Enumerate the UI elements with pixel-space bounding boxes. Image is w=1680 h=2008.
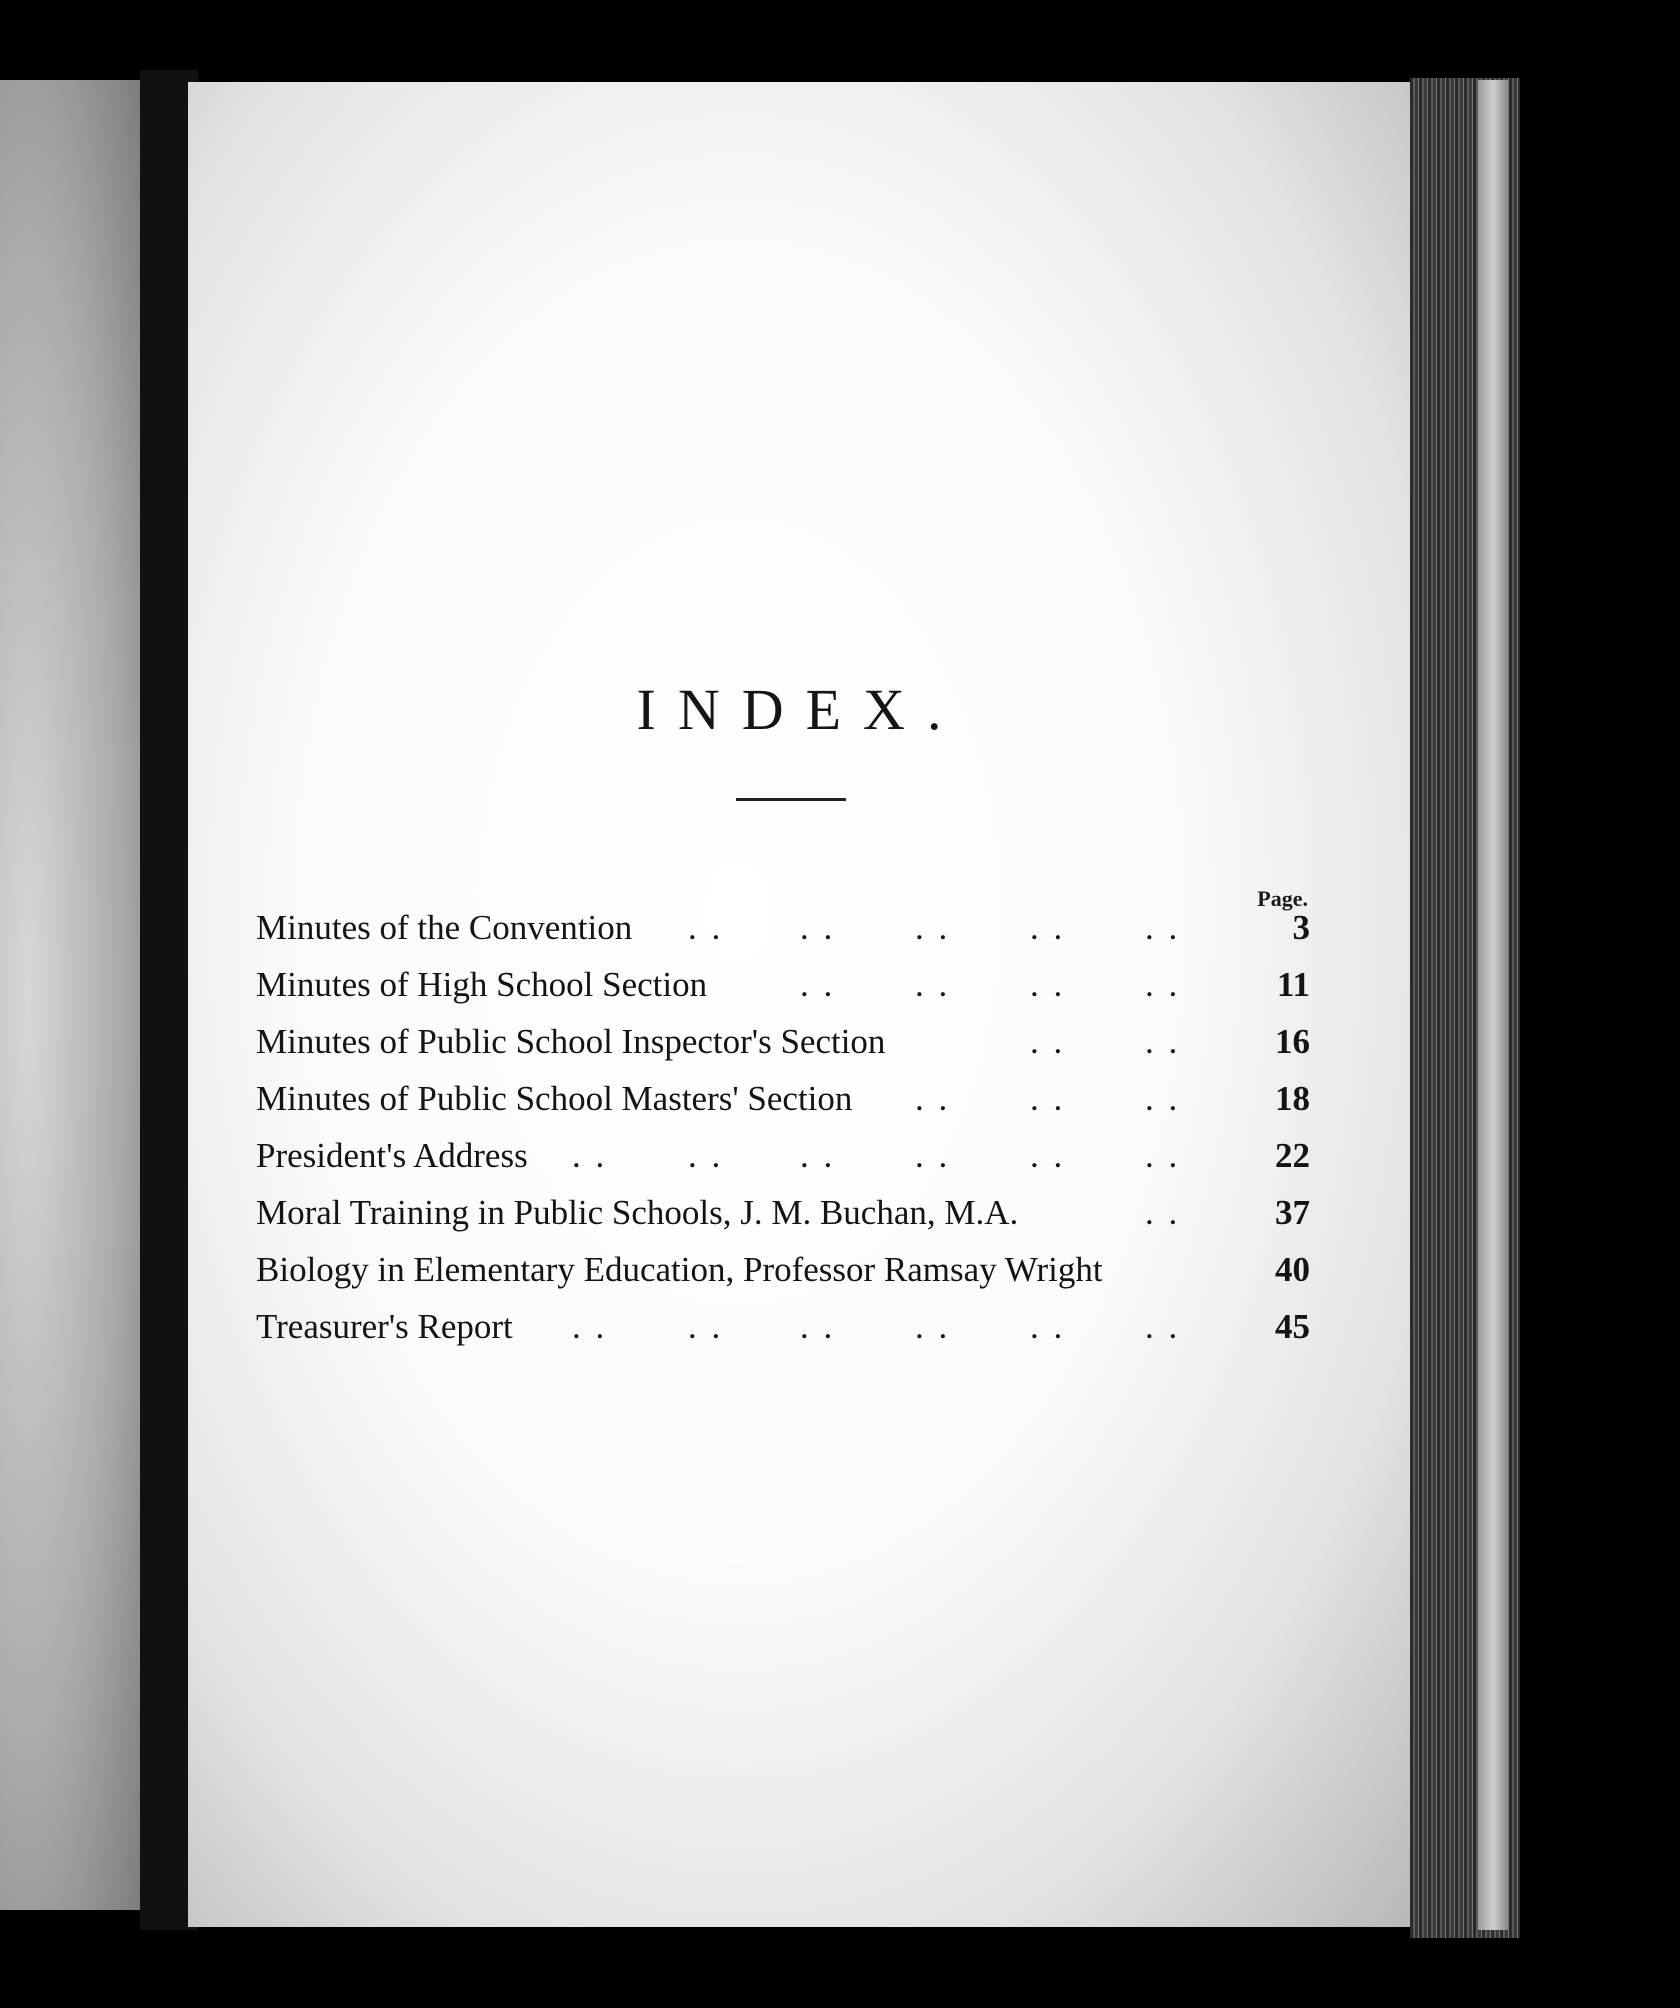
dot-leader: . . xyxy=(688,1136,724,1175)
page-column-label: Page. xyxy=(1257,886,1308,911)
dot-leader: . . xyxy=(1030,1136,1066,1175)
dot-leader: . . xyxy=(915,965,951,1004)
index-entry xyxy=(256,1079,1310,1136)
dot-leader: . . xyxy=(1030,1307,1066,1346)
entry-title: Biology in Elementary Education, Professor Ramsay Wright xyxy=(256,1250,1103,1289)
dot-leader: . . xyxy=(1145,965,1181,1004)
dot-leader: . . xyxy=(688,1307,724,1346)
entry-page-number: 16 xyxy=(1275,1022,1310,1061)
index-entry xyxy=(256,1022,1310,1079)
index-entries xyxy=(256,908,1310,1364)
dot-leader: . . xyxy=(1145,908,1181,947)
dot-leader: . . xyxy=(1145,1193,1181,1232)
dot-leader: . . xyxy=(1145,1079,1181,1118)
page-edges-highlight xyxy=(1478,80,1508,1930)
index-entry xyxy=(256,1307,1310,1364)
dot-leader: . . xyxy=(1030,1022,1066,1061)
dot-leader: . . xyxy=(1145,1307,1181,1346)
entry-title: Treasurer's Report xyxy=(256,1307,513,1346)
index-entry xyxy=(256,965,1310,1022)
title-rule xyxy=(736,798,846,801)
entry-page-number: 37 xyxy=(1275,1193,1310,1232)
entry-page-number: 18 xyxy=(1275,1079,1310,1118)
dot-leader: . . xyxy=(1030,908,1066,947)
entry-title: President's Address xyxy=(256,1136,528,1175)
dot-leader: . . xyxy=(1145,1022,1181,1061)
index-title: INDEX. xyxy=(636,677,964,742)
dot-leader: . . xyxy=(572,1307,608,1346)
entry-title: Minutes of Public School Masters' Section xyxy=(256,1079,853,1118)
index-entry xyxy=(256,908,1310,965)
dot-leader: . . xyxy=(800,1307,836,1346)
entry-title: Moral Training in Public Schools, J. M. Buchan, M.A. xyxy=(256,1193,1019,1232)
dot-leader: . . xyxy=(800,965,836,1004)
entry-page-number: 40 xyxy=(1275,1250,1310,1289)
dot-leader: . . xyxy=(572,1136,608,1175)
entry-page-number: 45 xyxy=(1275,1307,1310,1346)
left-facing-page xyxy=(0,80,140,1910)
entry-title: Minutes of Public School Inspector's Section xyxy=(256,1022,886,1061)
entry-page-number: 3 xyxy=(1292,908,1310,947)
entry-page-number: 22 xyxy=(1275,1136,1310,1175)
dot-leader: . . xyxy=(915,1136,951,1175)
entry-title: Minutes of the Convention xyxy=(256,908,633,947)
dot-leader: . . xyxy=(915,908,951,947)
dot-leader: . . xyxy=(688,908,724,947)
dot-leader: . . xyxy=(1030,1079,1066,1118)
index-entry xyxy=(256,1250,1310,1307)
dot-leader: . . xyxy=(1030,965,1066,1004)
dot-leader: . . xyxy=(800,1136,836,1175)
dot-leader: . . xyxy=(800,908,836,947)
dot-leader: . . xyxy=(1145,1136,1181,1175)
dot-leader: . . xyxy=(915,1079,951,1118)
entry-title: Minutes of High School Section xyxy=(256,965,708,1004)
index-entry xyxy=(256,1193,1310,1250)
index-entry xyxy=(256,1136,1310,1193)
entry-page-number: 11 xyxy=(1276,965,1310,1004)
dot-leader: . . xyxy=(915,1307,951,1346)
